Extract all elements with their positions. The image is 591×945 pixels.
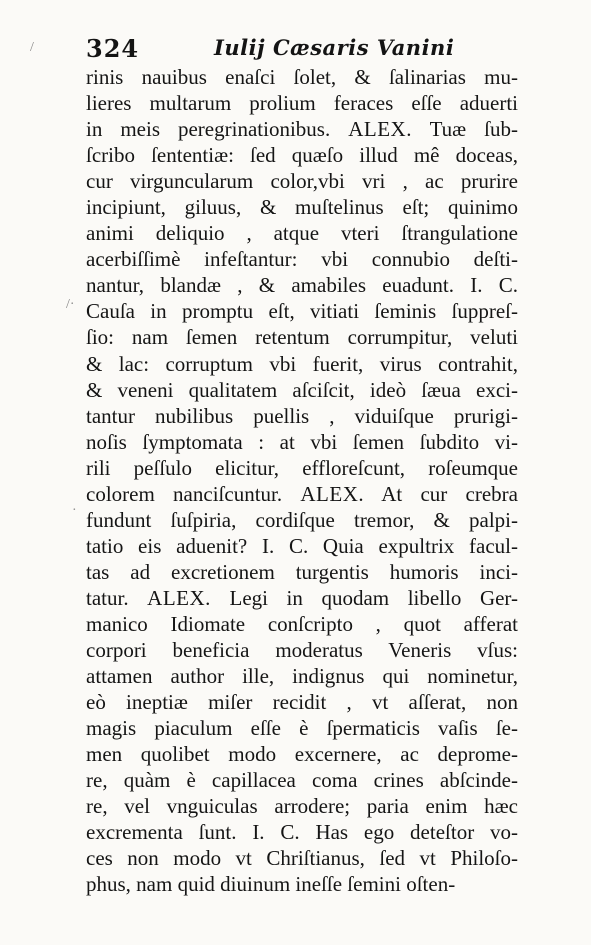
- text-line: manico Idiomate conſcripto , quot afferat: [86, 611, 518, 636]
- margin-mark: ·: [72, 503, 77, 518]
- text-line: phus, nam quid diuinum ineſſe ſemini oſten-: [86, 872, 456, 897]
- speaker-label: ALEX.: [348, 117, 412, 142]
- text-line: fundunt ſuſpiria, cordiſque tremor, & palpi-: [86, 507, 518, 532]
- margin-mark: /: [30, 40, 34, 55]
- text-line: animi deliquio , atque vteri ſtrangulatione: [86, 221, 518, 246]
- text-line: ſio: nam ſemen retentum corrumpitur, veluti: [86, 325, 518, 350]
- text-line: in meis peregrinationibus. ALEX. Tuæ ſub-: [86, 117, 518, 142]
- body-text: [86, 64, 518, 898]
- text-line: re, quàm è capillacea coma crines abſcinde-: [86, 768, 518, 793]
- text-line: cur virguncularum color,vbi vri , ac prurire: [86, 169, 518, 194]
- text-line: incipiunt, giluus, & muſtelinus eſt; quinimo: [86, 195, 518, 220]
- text-line: rinis nauibus enaſci ſolet, & ſalinarias mu-: [86, 65, 518, 89]
- text-line: excrementa ſunt. I. C. Has ego deteſtor vo-: [86, 820, 518, 845]
- running-title: Iulij Cæsaris Vanini: [214, 35, 455, 60]
- text-line: tas ad excretionem turgentis humoris inci-: [86, 559, 518, 584]
- page-header: [86, 34, 516, 68]
- page-number: 324: [86, 34, 140, 63]
- text-line: colorem nanciſcuntur. ALEX. At cur crebra: [86, 481, 518, 506]
- margin-mark: /·: [66, 297, 75, 312]
- text-line: eò ineptiæ miſer recidit , vt aſſerat, non: [86, 690, 518, 715]
- text-line: corpori beneficia moderatus Veneris vſus:: [86, 638, 518, 663]
- text-line: noſis ſymptomata : at vbi ſemen ſubdito vi-: [86, 429, 518, 454]
- text-line: ſcribo ſententiæ: ſed quæſo illud mê doceas,: [86, 143, 518, 168]
- text-line: re, vel vnguiculas arrodere; paria enim hæc: [86, 794, 518, 819]
- text-line: Cauſa in promptu eſt, vitiati ſeminis ſuppreſ-: [86, 299, 518, 324]
- text-line: nantur, blandæ , & amabiles euadunt. I. C.: [86, 273, 518, 298]
- text-line: attamen author ille, indignus qui nominetur,: [86, 664, 518, 689]
- speaker-label: ALEX.: [147, 585, 211, 610]
- text-line: magis piaculum eſſe è ſpermaticis vaſis ſe-: [86, 716, 518, 741]
- text-line: & lac: corruptum vbi fuerit, virus contrahit,: [86, 351, 518, 376]
- speaker-label: ALEX.: [300, 481, 365, 506]
- text-line: lieres multarum prolium feraces eſſe aduerti: [86, 91, 518, 116]
- text-line: & veneni qualitatem aſciſcit, ideò ſæua exci-: [86, 377, 518, 402]
- text-line: ces non modo vt Chriſtianus, ſed vt Philoſo-: [86, 846, 518, 871]
- text-line: acerbiſſimè infeſtantur: vbi connubio deſti-: [86, 247, 518, 272]
- text-line: tantur nubilibus puellis , viduiſque prurigi-: [86, 403, 518, 428]
- text-line: rili peſſulo elicitur, effloreſcunt, roſeumque: [86, 455, 518, 480]
- text-line: tatur. ALEX. Legi in quodam libello Ger-: [86, 585, 518, 610]
- text-line: tatio eis aduenit? I. C. Quia expultrix facul-: [86, 533, 518, 558]
- text-line: men quolibet modo excernere, ac deprome-: [86, 742, 518, 767]
